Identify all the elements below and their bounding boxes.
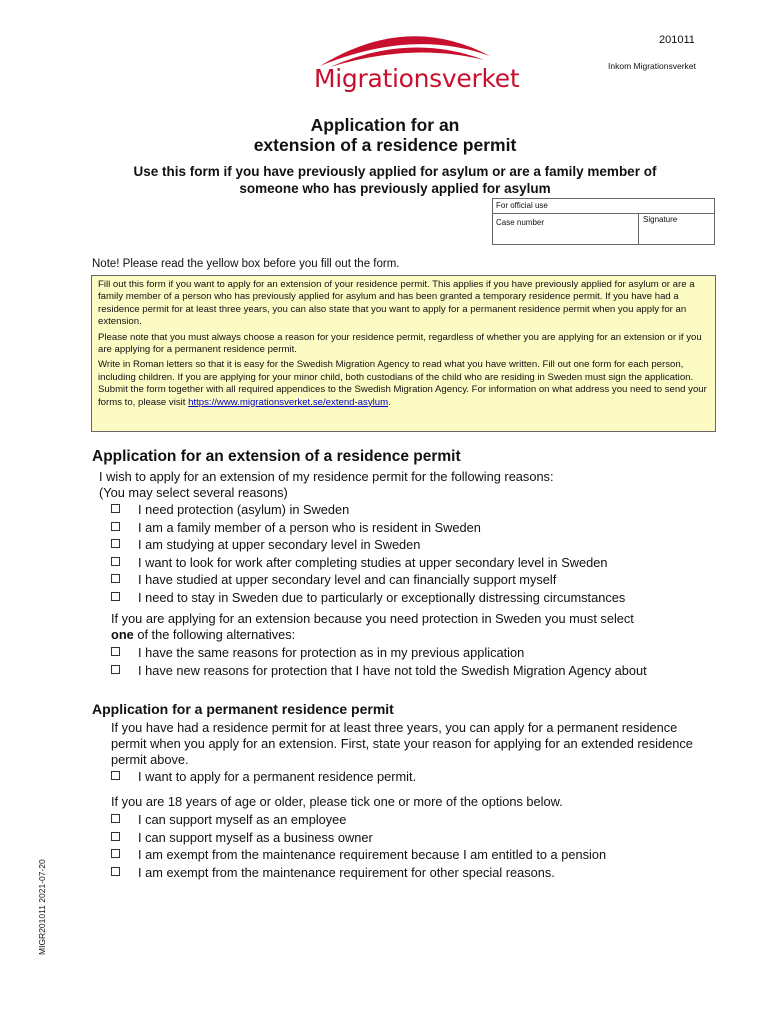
checkbox[interactable] [111, 849, 120, 858]
extension-intro-line-1: I wish to apply for an extension of my residence permit for the following reasons: [99, 469, 554, 484]
permanent-option-list [111, 768, 711, 786]
permanent-option-label: I want to apply for a permanent residence permit. [138, 769, 417, 784]
extension-intro [99, 469, 554, 501]
checkbox[interactable] [111, 557, 120, 566]
checkbox[interactable] [111, 647, 120, 656]
migrationsverket-logo [312, 30, 520, 100]
checkbox[interactable] [111, 522, 120, 531]
checkbox[interactable] [111, 665, 120, 674]
title-line-2: extension of a residence permit [253, 135, 517, 155]
checkbox[interactable] [111, 771, 120, 780]
reason-option[interactable] [111, 571, 711, 589]
permanent-intro: If you have had a residence permit for at least three years, you can apply for a permanent residence permit when you apply for an extension. First, state your reason for applying for an extended residence permit above. [111, 720, 693, 767]
extension-section-heading: Application for an extension of a residence permit [92, 448, 461, 465]
maintenance-option-label: I can support myself as a business owner [138, 829, 373, 845]
info-box [91, 275, 716, 432]
form-version-code: MIGR201011 2021-07-20 [37, 859, 47, 955]
page-subtitle [80, 163, 710, 197]
protection-intro-text-end: of the following alternatives: [133, 627, 296, 642]
reason-option[interactable] [111, 501, 711, 519]
maintenance-option[interactable] [111, 864, 711, 882]
signature-label: Signature [643, 215, 678, 224]
subtitle-line-1: Use this form if you have previously applied for asylum or are a family member of [133, 164, 657, 179]
reason-option[interactable] [111, 554, 711, 572]
protection-intro-emphasis: one [111, 627, 134, 642]
info-paragraph-3-text: Write in Roman letters so that it is easy for the Swedish Migration Agency to read what you have written. Fill out one form for each person, including children. If you are applying for your minor child, both custodians of the child who are residing in Sweden must sign the application. Submit the form together with all required appendices to the Swedish Migration Agency. For information on what address you need to send your forms to, please visit [98, 359, 707, 408]
extension-intro-line-2: (You may select several reasons) [99, 485, 288, 500]
reason-label: I need protection (asylum) in Sweden [138, 502, 350, 517]
form-code: 201011 [659, 34, 695, 46]
note-text: Note! Please read the yellow box before you fill out the form. [92, 258, 400, 270]
title-line-1: Application for an [310, 115, 460, 135]
protection-option-label: I have new reasons for protection that I have not told the Swedish Migration Agency about [138, 662, 647, 678]
logo-text: Migrationsverket [314, 64, 520, 93]
age-intro: If you are 18 years of age or older, please tick one or more of the options below. [111, 794, 563, 809]
maintenance-option-label: I can support myself as an employee [138, 812, 347, 827]
protection-option[interactable] [111, 644, 671, 662]
reason-option[interactable] [111, 519, 711, 537]
checkbox[interactable] [111, 574, 120, 583]
page-title [0, 115, 770, 155]
checkbox[interactable] [111, 814, 120, 823]
reason-label: I want to look for work after completing studies at upper secondary level in Sweden [138, 554, 608, 570]
inbox-stamp-label: Inkom Migrationsverket [608, 61, 696, 71]
checkbox[interactable] [111, 592, 120, 601]
reason-label: I am a family member of a person who is resident in Sweden [138, 519, 481, 535]
official-use-heading: For official use [496, 201, 548, 210]
maintenance-option[interactable] [111, 811, 711, 829]
reason-label: I am studying at upper secondary level in Sweden [138, 537, 421, 552]
reason-option[interactable] [111, 589, 711, 607]
maintenance-option-label: I am exempt from the maintenance requirement because I am entitled to a pension [138, 847, 607, 862]
protection-intro-text: If you are applying for an extension because you need protection in Sweden you must select [111, 611, 634, 626]
protection-option-label: I have the same reasons for protection as in my previous application [138, 645, 525, 660]
permanent-option[interactable] [111, 768, 711, 786]
maintenance-options-list [111, 811, 711, 881]
checkbox[interactable] [111, 832, 120, 841]
protection-option[interactable] [111, 662, 671, 680]
official-use-column-divider [638, 213, 639, 244]
case-number-label: Case number [496, 218, 545, 227]
info-paragraph-3 [98, 359, 709, 409]
reason-label: I need to stay in Sweden due to particularly or exceptionally distressing circumstances [138, 589, 626, 605]
maintenance-option[interactable] [111, 846, 711, 864]
official-use-box [492, 198, 715, 245]
checkbox[interactable] [111, 867, 120, 876]
checkbox[interactable] [111, 539, 120, 548]
info-paragraph-3-end: . [388, 396, 391, 408]
info-paragraph-2: Please note that you must always choose a reason for your residence permit, regardless of whether you are applying for an extension or if you are applying for a permanent residence permit. [98, 331, 702, 356]
info-paragraph-1: Fill out this form if you want to apply for an extension of your residence permit. This applies if you have previously applied for asylum or are a family member of a person who has previously applied for asylum and has been granted a temporary residence permit. If you have had a residence permit for at least three years, you can also state that you want to apply for a permanent residence permit when you apply for an extension. [98, 279, 695, 328]
maintenance-option[interactable] [111, 829, 711, 847]
extension-reasons-list [111, 501, 711, 606]
reason-label: I have studied at upper secondary level and can financially support myself [138, 572, 557, 587]
extend-asylum-link[interactable]: https://www.migrationsverket.se/extend-asylum [188, 396, 389, 408]
checkbox[interactable] [111, 504, 120, 513]
official-use-divider [493, 213, 714, 214]
maintenance-option-label: I am exempt from the maintenance requirement for other special reasons. [138, 864, 555, 880]
protection-options-list [111, 644, 671, 679]
permanent-section-heading: Application for a permanent residence permit [92, 701, 394, 717]
protection-intro [111, 611, 711, 643]
reason-option[interactable] [111, 536, 711, 554]
subtitle-line-2: someone who has previously applied for asylum [239, 181, 551, 196]
